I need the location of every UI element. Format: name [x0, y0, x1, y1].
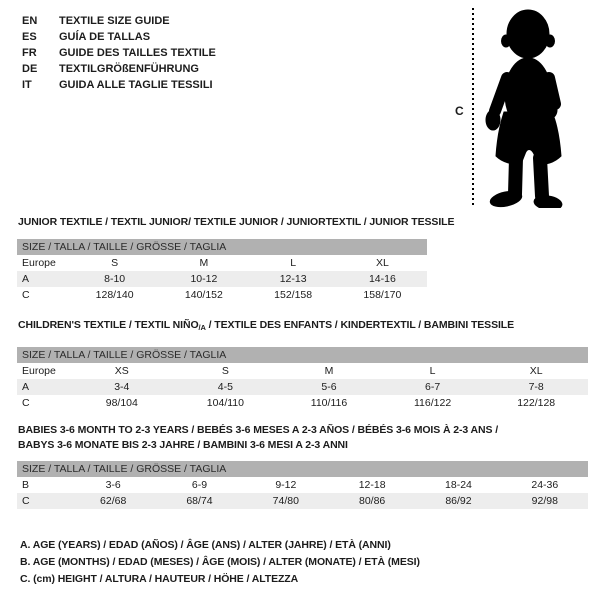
size-cell: 62/68 — [100, 495, 127, 507]
table-row — [17, 287, 427, 303]
size-cell: 9-12 — [275, 479, 297, 491]
size-cell: L — [429, 365, 436, 377]
size-cell: XS — [114, 365, 129, 377]
guide-title: GUÍA DE TALLAS — [59, 31, 151, 43]
size-cell: 158/170 — [363, 289, 402, 301]
size-cell: 3-4 — [114, 381, 130, 393]
measurement-legend — [20, 537, 420, 588]
table-row — [17, 395, 588, 411]
legend-line-a: A. AGE (YEARS) / EDAD (AÑOS) / ÂGE (ANS) / ALTER (JAHRE) / ETÀ (ANNI) — [20, 539, 391, 551]
row-label: Europe — [22, 365, 56, 377]
size-cell: 4-5 — [217, 381, 233, 393]
language-code: DE — [22, 63, 38, 75]
children-size-table — [17, 347, 588, 411]
language-row — [22, 61, 216, 77]
language-row — [22, 13, 216, 29]
size-cell: L — [290, 257, 297, 269]
size-cell: 7-8 — [528, 381, 544, 393]
language-row — [22, 45, 216, 61]
size-cell: 12-13 — [279, 273, 307, 285]
title-text: CHILDREN'S TEXTILE / TEXTIL NIÑO — [18, 319, 199, 331]
size-cell: 152/158 — [274, 289, 313, 301]
size-cell: XL — [375, 257, 389, 269]
section-title-children — [18, 319, 514, 332]
title-line: BABYS 3-6 MONATE BIS 2-3 JAHRE / BAMBINI 3-6 MESI A 2-3 ANNI — [18, 439, 348, 451]
size-cell: S — [111, 257, 119, 269]
junior-size-table — [17, 239, 427, 303]
size-cell: 10-12 — [190, 273, 218, 285]
size-table-header: SIZE / TALLA / TAILLE / GRÖSSE / TAGLIA — [17, 347, 588, 363]
size-cell: 86/92 — [445, 495, 472, 507]
size-cell: M — [324, 365, 334, 377]
guide-title: GUIDE DES TAILLES TEXTILE — [59, 47, 216, 59]
legend-line-b: B. AGE (MONTHS) / EDAD (MESES) / ÂGE (MOIS) / ALTER (MONATE) / ETÀ (MESI) — [20, 556, 420, 568]
babies-size-table — [17, 461, 588, 509]
size-cell: 12-18 — [358, 479, 386, 491]
guide-title: TEXTILE SIZE GUIDE — [59, 15, 170, 27]
size-cell: 128/140 — [95, 289, 134, 301]
language-row — [22, 29, 216, 45]
language-code: EN — [22, 15, 38, 27]
size-table-header: SIZE / TALLA / TAILLE / GRÖSSE / TAGLIA — [17, 239, 427, 255]
table-row — [17, 379, 588, 395]
legend-line-c: C. (cm) HEIGHT / ALTURA / HAUTEUR / HÖHE / ALTEZZA — [20, 573, 299, 585]
language-code: FR — [22, 47, 37, 59]
section-title-junior: JUNIOR TEXTILE / TEXTIL JUNIOR/ TEXTILE JUNIOR / JUNIORTEXTIL / JUNIOR TESSILE — [18, 216, 455, 228]
row-label: C — [22, 495, 30, 507]
size-cell: 5-6 — [321, 381, 337, 393]
row-label: A — [22, 273, 30, 285]
size-cell: 122/128 — [517, 397, 556, 409]
title-subscript: /A — [198, 323, 206, 332]
size-cell: 116/122 — [413, 397, 452, 409]
size-cell: 98/104 — [105, 397, 138, 409]
size-cell: 6-7 — [424, 381, 441, 393]
language-title-list — [22, 13, 216, 93]
table-row — [17, 477, 588, 493]
language-code: ES — [22, 31, 37, 43]
row-label: A — [22, 381, 30, 393]
section-title-babies — [18, 423, 498, 453]
row-label: Europe — [22, 257, 56, 269]
size-cell: XL — [529, 365, 543, 377]
height-measure-label: C — [455, 104, 464, 118]
size-cell: 110/116 — [310, 397, 348, 409]
language-code: IT — [22, 79, 32, 91]
size-cell: 6-9 — [191, 479, 208, 491]
row-label: C — [22, 397, 30, 409]
table-row — [17, 271, 427, 287]
size-cell: 8-10 — [104, 273, 126, 285]
guide-title: TEXTILGRÖßENFÜHRUNG — [59, 63, 199, 75]
size-cell: 3-6 — [105, 479, 121, 491]
table-row — [17, 255, 427, 271]
size-cell: 14-16 — [368, 273, 396, 285]
title-line: BABIES 3-6 MONTH TO 2-3 YEARS / BEBÉS 3-6 MESES A 2-3 AÑOS / BÉBÉS 3-6 MOIS À 2-3 ANS / — [18, 424, 499, 436]
height-measure-dotted-line — [472, 8, 474, 207]
size-cell: 24-36 — [531, 479, 559, 491]
size-cell: 18-24 — [445, 479, 472, 491]
size-cell: 92/98 — [531, 495, 558, 507]
guide-title: GUIDA ALLE TAGLIE TESSILI — [59, 79, 213, 91]
size-cell: S — [221, 365, 229, 377]
size-table-header: SIZE / TALLA / TAILLE / GRÖSSE / TAGLIA — [17, 461, 588, 477]
title-text: / TEXTILE DES ENFANTS / KINDERTEXTIL / BAMBINI TESSILE — [205, 319, 515, 331]
row-label: C — [22, 289, 30, 301]
size-cell: 80/86 — [359, 495, 386, 507]
table-row — [17, 363, 588, 379]
size-cell: 74/80 — [272, 495, 299, 507]
row-label: B — [22, 479, 30, 491]
baby-silhouette-icon — [482, 8, 576, 208]
size-cell: 104/110 — [206, 397, 244, 409]
language-row — [22, 77, 216, 93]
size-cell: M — [199, 257, 209, 269]
size-cell: 68/74 — [186, 495, 213, 507]
table-row — [17, 493, 588, 509]
size-cell: 140/152 — [184, 289, 223, 301]
